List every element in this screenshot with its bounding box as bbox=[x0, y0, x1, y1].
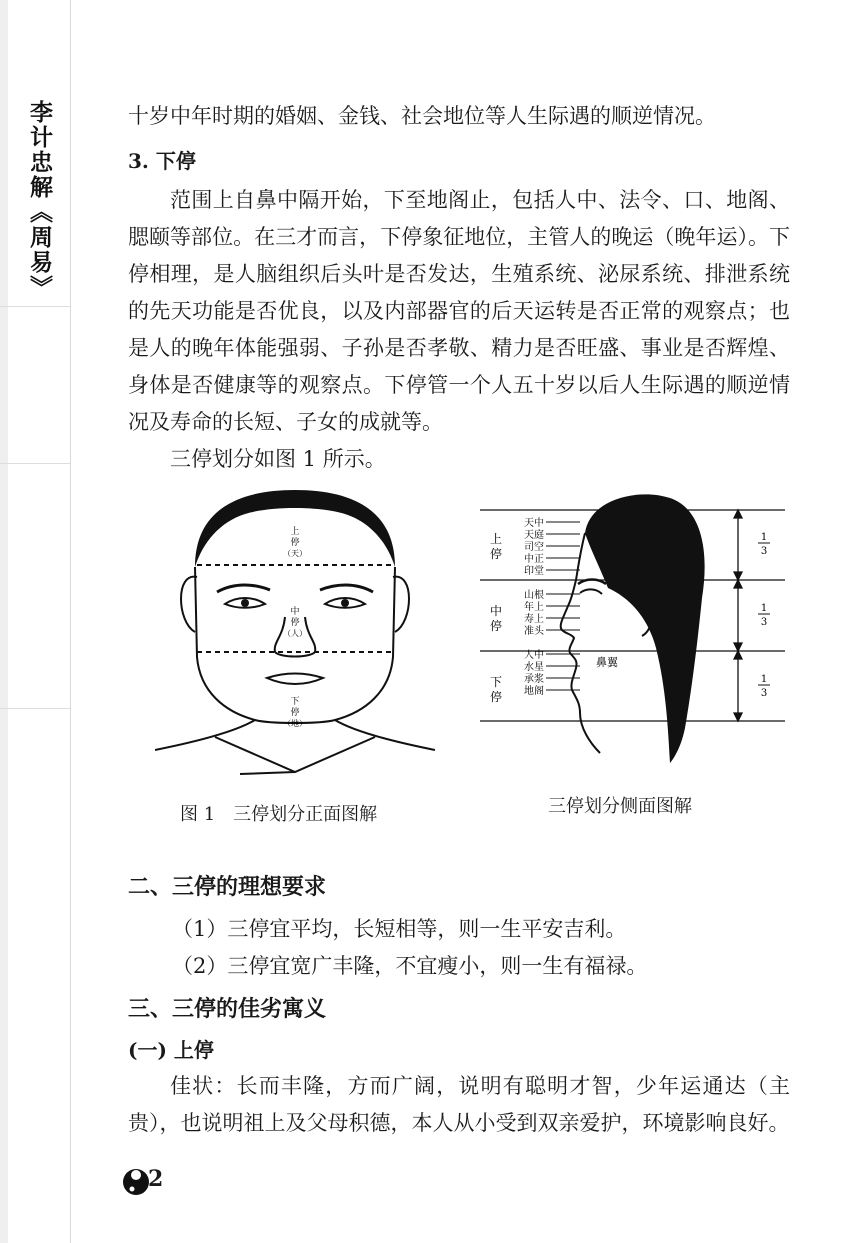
side-group-upper-2: 停 bbox=[489, 547, 503, 561]
caption-front: 图 1 三停划分正面图解 bbox=[180, 804, 378, 825]
paragraph-figure-ref: 三停划分如图 1 所示。 bbox=[170, 447, 386, 471]
side-group-middle-1: 中 bbox=[489, 604, 503, 618]
fraction-den: 3 bbox=[760, 617, 768, 628]
heading-xiating: 3. 下停 bbox=[128, 149, 196, 173]
label-upper-1: 上 bbox=[290, 527, 300, 537]
label-upper-2: 停 bbox=[290, 538, 300, 548]
side-profile-diagram bbox=[480, 488, 785, 768]
side-point-label: 天庭 bbox=[524, 530, 544, 541]
label-middle-1: 中 bbox=[290, 607, 300, 617]
fraction-den: 3 bbox=[760, 688, 768, 699]
side-point-label: 中正 bbox=[524, 554, 544, 565]
front-face-diagram bbox=[155, 482, 435, 782]
book-title-vertical: 李计忠解《周易》 bbox=[26, 100, 53, 300]
side-group-lower-1: 下 bbox=[489, 675, 503, 689]
side-point-label: 山根 bbox=[524, 590, 544, 601]
heading-section-2: 二、三停的理想要求 bbox=[128, 874, 327, 900]
label-middle-3: （人） bbox=[283, 629, 307, 638]
label-middle-2: 停 bbox=[290, 618, 300, 628]
side-point-label: 人中 bbox=[524, 650, 544, 661]
label-lower-2: 停 bbox=[290, 708, 300, 718]
side-point-label: 年上 bbox=[524, 602, 544, 613]
side-point-label: 水星 bbox=[524, 662, 544, 673]
side-group-lower-2: 停 bbox=[489, 690, 503, 704]
nose-wing-label: 鼻翼 bbox=[596, 656, 618, 669]
fraction-den: 3 bbox=[760, 546, 768, 557]
fraction-num: 1 bbox=[760, 603, 768, 614]
side-point-label: 天中 bbox=[524, 518, 544, 529]
paragraph-upper-good: 佳状：长而丰隆，方而广阔，说明有聪明才智，少年运通达（主贵），也说明祖上及父母积德，本人从小受到双亲爱护，环境影响良好。 bbox=[128, 1074, 790, 1135]
label-upper-3: （天） bbox=[283, 549, 307, 558]
page-number: 2 bbox=[148, 1166, 164, 1192]
side-group-upper-1: 上 bbox=[489, 532, 503, 546]
paragraph-intro-tail: 十岁中年时期的婚姻、金钱、社会地位等人生际遇的顺逆情况。 bbox=[128, 104, 716, 128]
paragraph-xiating: 范围上自鼻中隔开始，下至地阁止，包括人中、法令、口、地阁、腮颐等部位。在三才而言，下停象征地位，主管人的晚运（晚年运）。下停相理，是人脑组织后头叶是否发达，生殖系统、泌尿系统、排泄系统的先天功能是否优良，以及内部器官的后天运转是否正常的观察点；也是人的晚年体能强弱、子孙是否孝敬、精力是否旺盛、事业是否辉煌、身体是否健康等的观察点。下停管一个人五十岁以后人生际遇的顺逆情况及寿命的长短、子女的成就等。 bbox=[128, 188, 790, 434]
side-point-label: 印堂 bbox=[524, 566, 544, 577]
side-point-label: 承浆 bbox=[524, 674, 544, 685]
heading-section-3: 三、三停的佳劣寓义 bbox=[128, 996, 327, 1022]
label-lower-3: （地） bbox=[283, 719, 307, 728]
strip-divider bbox=[0, 463, 70, 464]
side-point-label: 地阁 bbox=[524, 686, 544, 697]
side-point-label: 准头 bbox=[524, 626, 544, 637]
strip-divider bbox=[0, 306, 70, 307]
label-lower-1: 下 bbox=[290, 697, 300, 707]
fraction-num: 1 bbox=[760, 674, 768, 685]
page-edge bbox=[0, 0, 8, 1243]
caption-side: 三停划分侧面图解 bbox=[548, 796, 692, 817]
list-item-1: （1）三停宜平均，长短相等，则一生平安吉利。 bbox=[172, 917, 627, 941]
side-group-middle-2: 停 bbox=[489, 619, 503, 633]
side-point-label: 寿上 bbox=[524, 614, 544, 625]
list-item-2: （2）三停宜宽广丰隆，不宜瘦小，则一生有福禄。 bbox=[172, 954, 648, 978]
heading-sub-upper: (一) 上停 bbox=[128, 1038, 214, 1062]
strip-divider bbox=[0, 708, 70, 709]
side-point-label: 司空 bbox=[524, 542, 544, 553]
fraction-num: 1 bbox=[760, 532, 768, 543]
